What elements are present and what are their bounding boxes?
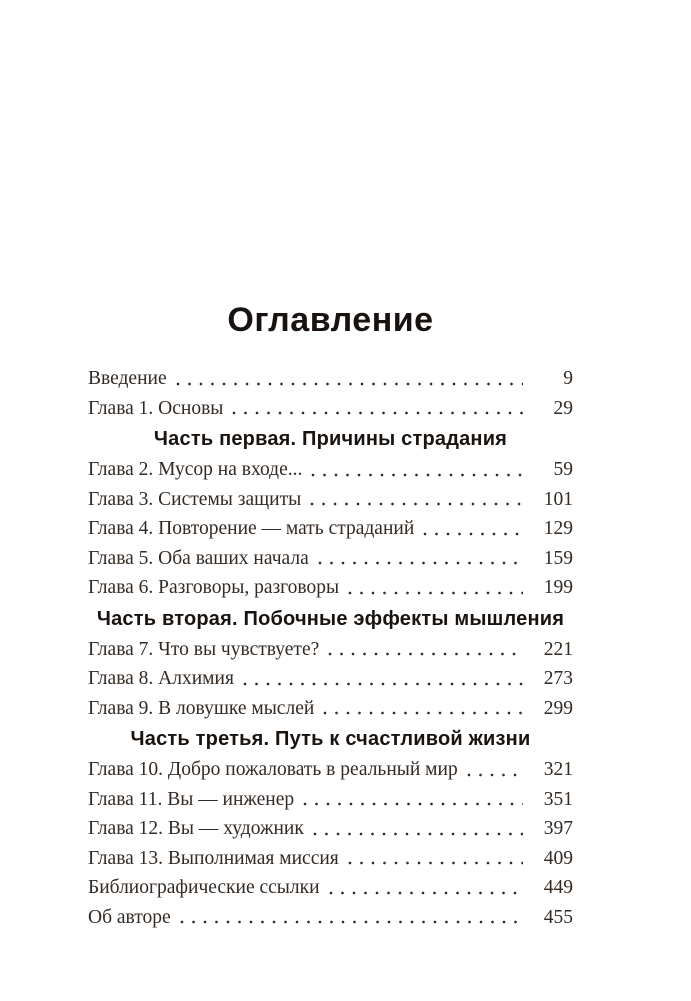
toc-entry-label: Глава 13. Выполнимая миссия xyxy=(88,847,339,869)
dot-leader xyxy=(423,531,523,537)
dot-leader xyxy=(467,772,523,778)
dot-leader xyxy=(323,710,523,716)
dot-leader xyxy=(348,590,523,596)
toc-entry-label: Глава 6. Разговоры, разговоры xyxy=(88,577,340,598)
toc-entry xyxy=(88,485,573,515)
toc-entry xyxy=(88,755,573,785)
dot-leader xyxy=(176,381,523,387)
toc-entry-page: 159 xyxy=(543,547,573,569)
toc-section-heading: Часть третья. Путь к счастливой жизни xyxy=(130,728,531,750)
page-title: Оглавление xyxy=(227,301,434,339)
dot-leader xyxy=(180,919,523,925)
dot-leader xyxy=(318,560,523,566)
toc-entry xyxy=(88,544,573,574)
toc-entry xyxy=(88,573,573,603)
toc-entry-label: Глава 4. Повторение — мать страданий xyxy=(88,518,415,539)
toc-entry-label: Глава 11. Вы — инженер xyxy=(88,788,295,810)
dot-leader xyxy=(329,890,523,896)
dot-leader xyxy=(310,501,523,507)
toc-entry-page: 351 xyxy=(543,788,573,810)
toc-section-heading: Часть первая. Причины страдания xyxy=(153,428,508,450)
dot-leader xyxy=(328,651,523,657)
dot-leader xyxy=(313,831,523,837)
toc-entry-label: Глава 9. В ловушке мыслей xyxy=(88,697,315,719)
toc-entry xyxy=(88,903,573,933)
toc-entry-page: 321 xyxy=(543,759,573,780)
toc-entry-page: 299 xyxy=(543,697,573,719)
toc-entry xyxy=(88,394,573,424)
toc-entry-label: Библиографические ссылки xyxy=(88,877,320,898)
toc-entry-label: Глава 10. Добро пожаловать в реальный мир xyxy=(88,759,458,780)
toc-entry-label: Введение xyxy=(88,368,167,389)
toc-entry-label: Глава 12. Вы — художник xyxy=(88,818,304,839)
toc-entry-label: Глава 8. Алхимия xyxy=(88,668,234,689)
toc-entry xyxy=(88,785,573,815)
toc-entry xyxy=(88,514,573,544)
toc-entry-page: 397 xyxy=(543,818,573,839)
dot-leader xyxy=(303,801,523,807)
toc-entry-label: Глава 5. Оба ваших начала xyxy=(88,547,309,569)
toc-entry-page: 101 xyxy=(543,488,573,510)
toc-entry xyxy=(88,814,573,844)
toc-entry-page: 199 xyxy=(543,577,573,598)
toc-entry-page: 9 xyxy=(563,368,573,389)
dot-leader xyxy=(243,681,523,687)
toc-entry-label: Глава 7. Что вы чувствуете? xyxy=(88,638,320,660)
toc-section-heading: Часть вторая. Побочные эффекты мышления xyxy=(96,607,565,630)
toc-entry-page: 29 xyxy=(553,397,573,419)
toc-entry-label: Глава 3. Системы защиты xyxy=(88,488,302,510)
toc-entry xyxy=(88,664,573,694)
dot-leader xyxy=(311,472,523,478)
toc-entry-page: 273 xyxy=(543,668,573,689)
toc-entry-page: 409 xyxy=(543,847,573,869)
toc-entry xyxy=(88,455,573,485)
toc-entry-page: 449 xyxy=(543,877,573,898)
toc-entry-label: Об авторе xyxy=(88,906,171,928)
toc-entry-page: 455 xyxy=(543,906,573,928)
dot-leader xyxy=(348,860,523,866)
toc-entry-label: Глава 1. Основы xyxy=(88,397,224,419)
toc-entry-page: 221 xyxy=(543,638,573,660)
toc-entry-page: 59 xyxy=(553,459,573,480)
toc-entry xyxy=(88,694,573,724)
toc-entry xyxy=(88,635,573,665)
toc-entry-label: Глава 2. Мусор на входе... xyxy=(88,459,303,480)
toc-entry xyxy=(88,364,573,394)
toc-entry xyxy=(88,844,573,874)
dot-leader xyxy=(232,410,523,416)
toc-entry-page: 129 xyxy=(543,518,573,539)
table-of-contents xyxy=(88,364,573,932)
toc-entry xyxy=(88,873,573,903)
